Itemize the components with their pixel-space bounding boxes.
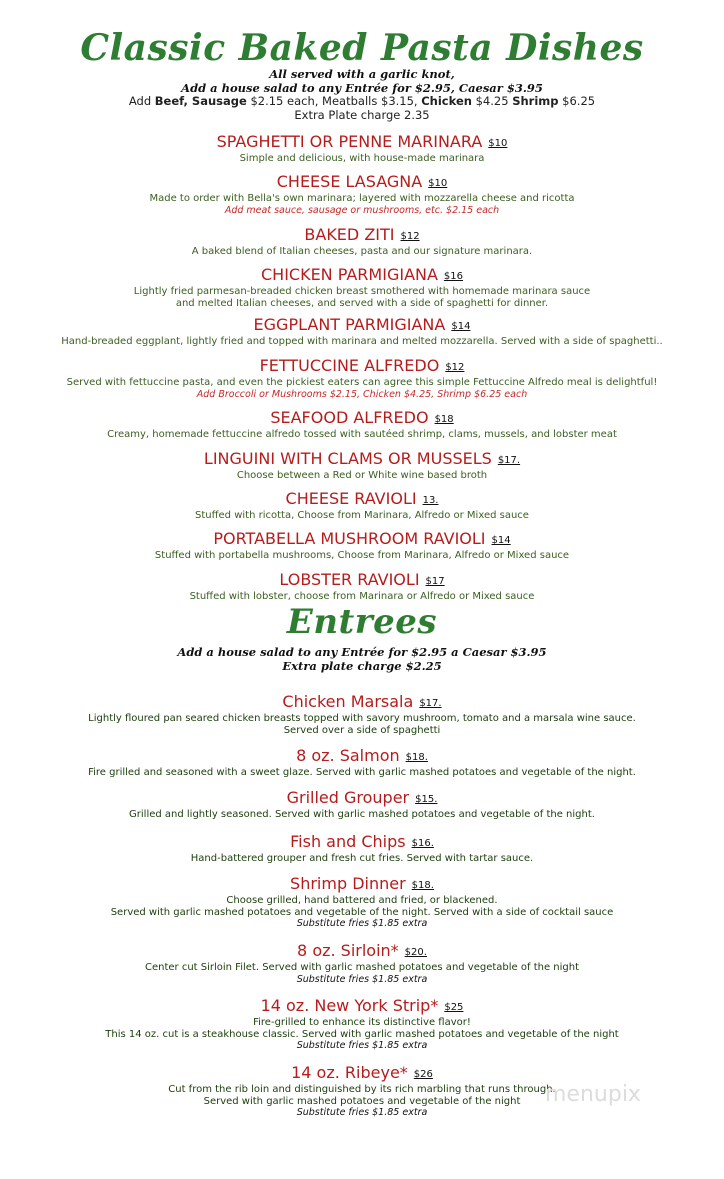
item-name: SEAFOOD ALFREDO xyxy=(270,408,429,427)
item-description: Creamy, homemade fettuccine alfredo tossed with sautéed shrimp, clams, mussels, and lobster meat xyxy=(107,429,617,440)
entree-item xyxy=(0,996,724,1051)
item-description: Choose grilled, hand battered and fried, or blackened. xyxy=(226,895,498,906)
item-price: $26 xyxy=(413,1069,433,1080)
item-name: 8 oz. Salmon xyxy=(296,746,400,765)
item-addon: Add meat sauce, sausage or mushrooms, etc. $2.15 each xyxy=(224,204,500,216)
pasta-item xyxy=(0,408,724,441)
item-price: $14 xyxy=(451,321,471,332)
entrees-extra-plate: Extra plate charge $2.25 xyxy=(282,658,442,673)
watermark: menupix xyxy=(545,1082,641,1107)
item-name: 14 oz. Ribeye* xyxy=(291,1063,408,1082)
item-price: $18. xyxy=(411,880,434,891)
item-name: PORTABELLA MUSHROOM RAVIOLI xyxy=(213,529,486,548)
entree-item xyxy=(0,832,724,865)
pasta-item xyxy=(0,225,724,258)
item-name: 14 oz. New York Strip* xyxy=(260,996,439,1015)
pasta-item xyxy=(0,265,724,309)
item-name: 8 oz. Sirloin* xyxy=(297,941,399,960)
pasta-item xyxy=(0,356,724,400)
item-name: Grilled Grouper xyxy=(286,788,410,807)
item-name: EGGPLANT PARMIGIANA xyxy=(253,315,446,334)
item-description-2: Served over a side of spaghetti xyxy=(283,724,441,736)
item-description: Choose between a Red or White wine based broth xyxy=(236,470,488,481)
item-price: $14 xyxy=(491,535,511,546)
item-name: FETTUCCINE ALFREDO xyxy=(259,356,440,375)
item-name: LOBSTER RAVIOLI xyxy=(279,570,420,589)
pasta-item xyxy=(0,529,724,562)
item-price: $12 xyxy=(400,231,420,242)
item-description: Stuffed with lobster, choose from Marinara or Alfredo or Mixed sauce xyxy=(189,591,535,602)
substitute-note: Substitute fries $1.85 extra xyxy=(296,973,428,985)
pasta-item xyxy=(0,489,724,522)
item-description: Stuffed with ricotta, Choose from Marinara, Alfredo or Mixed sauce xyxy=(195,510,529,521)
item-description-2: This 14 oz. cut is a steakhouse classic. Served with garlic mashed potatoes and vegetable of the night xyxy=(105,1028,619,1040)
item-description: Served with fettuccine pasta, and even the pickiest eaters can agree this simple Fettuccine Alfredo meal is delightful! xyxy=(66,377,658,388)
item-price: $17. xyxy=(419,698,442,709)
item-price: $17 xyxy=(425,576,445,587)
item-price: $18. xyxy=(405,752,428,763)
pasta-item xyxy=(0,570,724,603)
pasta-intro xyxy=(0,68,724,122)
entree-item xyxy=(0,746,724,779)
item-name: SPAGHETTI OR PENNE MARINARA xyxy=(216,132,483,151)
item-name: CHEESE RAVIOLI xyxy=(285,489,417,508)
pasta-item xyxy=(0,132,724,165)
pasta-intro-garlic: All served with a garlic knot, xyxy=(269,67,455,81)
item-description: Grilled and lightly seasoned. Served with garlic mashed potatoes and vegetable of the night. xyxy=(129,809,595,820)
entree-item xyxy=(0,874,724,929)
item-name: Fish and Chips xyxy=(290,832,406,851)
item-description: Lightly fried parmesan-breaded chicken breast smothered with homemade marinara sauce xyxy=(133,286,591,297)
item-description: Lightly floured pan seared chicken breasts topped with savory mushroom, tomato and a marsala wine sauce. xyxy=(88,713,636,724)
pasta-intro-salad: Add a house salad to any Entrée for $2.95, Caesar $3.95 xyxy=(181,80,543,95)
item-price: $25 xyxy=(444,1002,464,1013)
item-name: CHICKEN PARMIGIANA xyxy=(260,265,438,284)
item-name: Chicken Marsala xyxy=(282,692,414,711)
entrees-intro xyxy=(0,646,724,673)
substitute-note: Substitute fries $1.85 extra xyxy=(296,918,428,929)
item-price: $12 xyxy=(445,362,465,373)
item-description: Cut from the rib loin and distinguished by its rich marbling that runs through. xyxy=(168,1084,556,1095)
item-description-2: Served with garlic mashed potatoes and vegetable of the night xyxy=(203,1095,521,1107)
pasta-extra-plate: Extra Plate charge 2.35 xyxy=(294,107,430,122)
item-description: Made to order with Bella's own marinara; layered with mozzarella cheese and ricotta xyxy=(149,193,575,204)
item-description: Stuffed with portabella mushrooms, Choose from Marinara, Alfredo or Mixed sauce xyxy=(154,550,570,561)
entree-item xyxy=(0,692,724,736)
item-name: CHEESE LASAGNA xyxy=(276,172,423,191)
substitute-note: Substitute fries $1.85 extra xyxy=(296,1107,428,1118)
item-price: $20. xyxy=(404,947,427,958)
item-description: Fire grilled and seasoned with a sweet glaze. Served with garlic mashed potatoes and vegetable of the night. xyxy=(88,767,636,778)
item-price: $17. xyxy=(497,455,521,466)
item-description-2: Served with garlic mashed potatoes and vegetable of the night. Served with a side of cocktail sauce xyxy=(110,906,614,918)
item-price: 13. xyxy=(422,495,439,506)
item-name: BAKED ZITI xyxy=(304,225,395,244)
pasta-item xyxy=(0,449,724,482)
item-price: $18 xyxy=(434,414,454,425)
item-price: $16 xyxy=(443,271,464,282)
item-description-2: and melted Italian cheeses, and served with a side of spaghetti for dinner. xyxy=(175,297,549,309)
item-name: Shrimp Dinner xyxy=(290,874,406,893)
item-description: Fire-grilled to enhance its distinctive flavor! xyxy=(253,1017,471,1028)
item-price: $10 xyxy=(428,178,448,189)
item-price: $15. xyxy=(415,794,438,805)
item-description: Hand-battered grouper and fresh cut fries. Served with tartar sauce. xyxy=(190,853,534,864)
pasta-item xyxy=(0,172,724,216)
substitute-note: Substitute fries $1.85 extra xyxy=(296,1040,428,1051)
entree-item xyxy=(0,788,724,821)
item-name: LINGUINI WITH CLAMS OR MUSSELS xyxy=(203,449,492,468)
pasta-section-title: Classic Baked Pasta Dishes xyxy=(80,27,644,69)
item-price: $10 xyxy=(488,138,508,149)
entrees-intro-salad: Add a house salad to any Entrée for $2.95 a Caesar $3.95 xyxy=(177,645,547,659)
item-price: $16. xyxy=(411,838,434,849)
item-description: A baked blend of Italian cheeses, pasta and our signature marinara. xyxy=(191,246,533,257)
item-description: Hand-breaded eggplant, lightly fried and topped with marinara and melted mozzarella. Served with a side of spaghetti.. xyxy=(61,336,663,347)
entrees-section-title: Entrees xyxy=(286,602,438,642)
entree-item xyxy=(0,941,724,985)
pasta-intro-addons: Add Beef, Sausage $2.15 each, Meatballs $3.15, Chicken $4.25 Shrimp $6.25 xyxy=(128,94,596,108)
item-description: Simple and delicious, with house-made marinara xyxy=(239,153,485,164)
item-addon: Add Broccoli or Mushrooms $2.15, Chicken $4.25, Shrimp $6.25 each xyxy=(196,388,528,400)
item-description: Center cut Sirloin Filet. Served with garlic mashed potatoes and vegetable of the night xyxy=(144,962,580,973)
pasta-item xyxy=(0,315,724,348)
